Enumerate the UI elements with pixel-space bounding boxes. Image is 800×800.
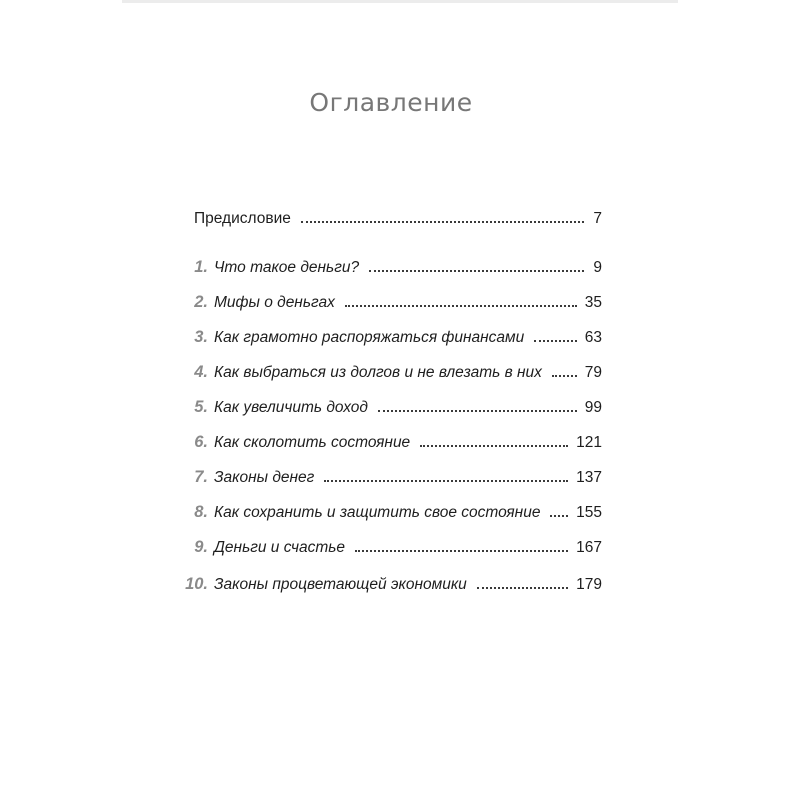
dot-leader: [534, 330, 576, 342]
chapter-number: 5.: [194, 398, 208, 416]
toc-entry-chapter-7: [150, 468, 602, 494]
toc-entry-label: Что такое деньги?: [214, 259, 360, 276]
dot-leader: [552, 365, 577, 377]
dot-leader: [550, 505, 568, 517]
chapter-number: 9.: [194, 538, 208, 556]
chapter-number: 10.: [185, 575, 208, 593]
toc-entry-label: Как выбраться из долгов и не влезать в них: [214, 364, 542, 381]
toc-entry-chapter-10: [150, 575, 602, 601]
toc-entry-page: 155: [576, 504, 602, 521]
toc-entry-page: 99: [584, 399, 602, 416]
toc-entry-page: 137: [576, 469, 602, 486]
toc-entry-preface: [150, 210, 602, 236]
toc-entry-label: Предисловие: [194, 210, 291, 227]
toc-entry-chapter-1: [150, 258, 602, 284]
toc-entry-chapter-2: [150, 293, 602, 319]
dot-leader: [369, 260, 584, 272]
dot-leader: [301, 211, 584, 223]
toc-entry-chapter-9: [150, 538, 602, 564]
toc-entry-page: 79: [584, 364, 602, 381]
dot-leader: [355, 540, 568, 552]
dot-leader: [324, 470, 568, 482]
toc-entry-chapter-3: [150, 328, 602, 354]
toc-entry-page: 63: [584, 329, 602, 346]
chapter-number: 2.: [194, 293, 208, 311]
dot-leader: [420, 435, 568, 447]
toc-entry-chapter-5: [150, 398, 602, 424]
chapter-number: 1.: [194, 258, 208, 276]
toc-entry-label: Как сохранить и защитить свое состояние: [214, 504, 541, 521]
toc-entry-page: 7: [593, 210, 602, 227]
dot-leader: [345, 295, 577, 307]
dot-leader: [477, 577, 568, 589]
toc-entry-label: Законы процветающей экономики: [214, 576, 467, 593]
toc-entry-page: 121: [576, 434, 602, 451]
chapter-number: 6.: [194, 433, 208, 451]
toc-entry-page: 167: [576, 539, 602, 556]
chapter-number: 7.: [194, 468, 208, 486]
page-title: Оглавление: [309, 88, 473, 117]
toc-entry-label: Как грамотно распоряжаться финансами: [214, 329, 525, 346]
chapter-number: 3.: [194, 328, 208, 346]
toc-entry-chapter-8: [150, 503, 602, 529]
toc-entry-label: Как сколотить состояние: [214, 434, 411, 451]
toc-entry-page: 9: [593, 259, 602, 276]
chapter-number: 8.: [194, 503, 208, 521]
toc-entry-label: Деньги и счастье: [214, 539, 346, 556]
toc-entry-label: Законы денег: [214, 469, 315, 486]
toc-entry-label: Как увеличить доход: [214, 399, 368, 416]
toc-entry-page: 179: [576, 576, 602, 593]
toc-entry-chapter-6: [150, 433, 602, 459]
toc-entry-page: 35: [584, 294, 602, 311]
toc-entry-label: Мифы о деньгах: [214, 294, 335, 311]
chapter-number: 4.: [194, 363, 208, 381]
dot-leader: [378, 400, 577, 412]
toc-entry-chapter-4: [150, 363, 602, 389]
